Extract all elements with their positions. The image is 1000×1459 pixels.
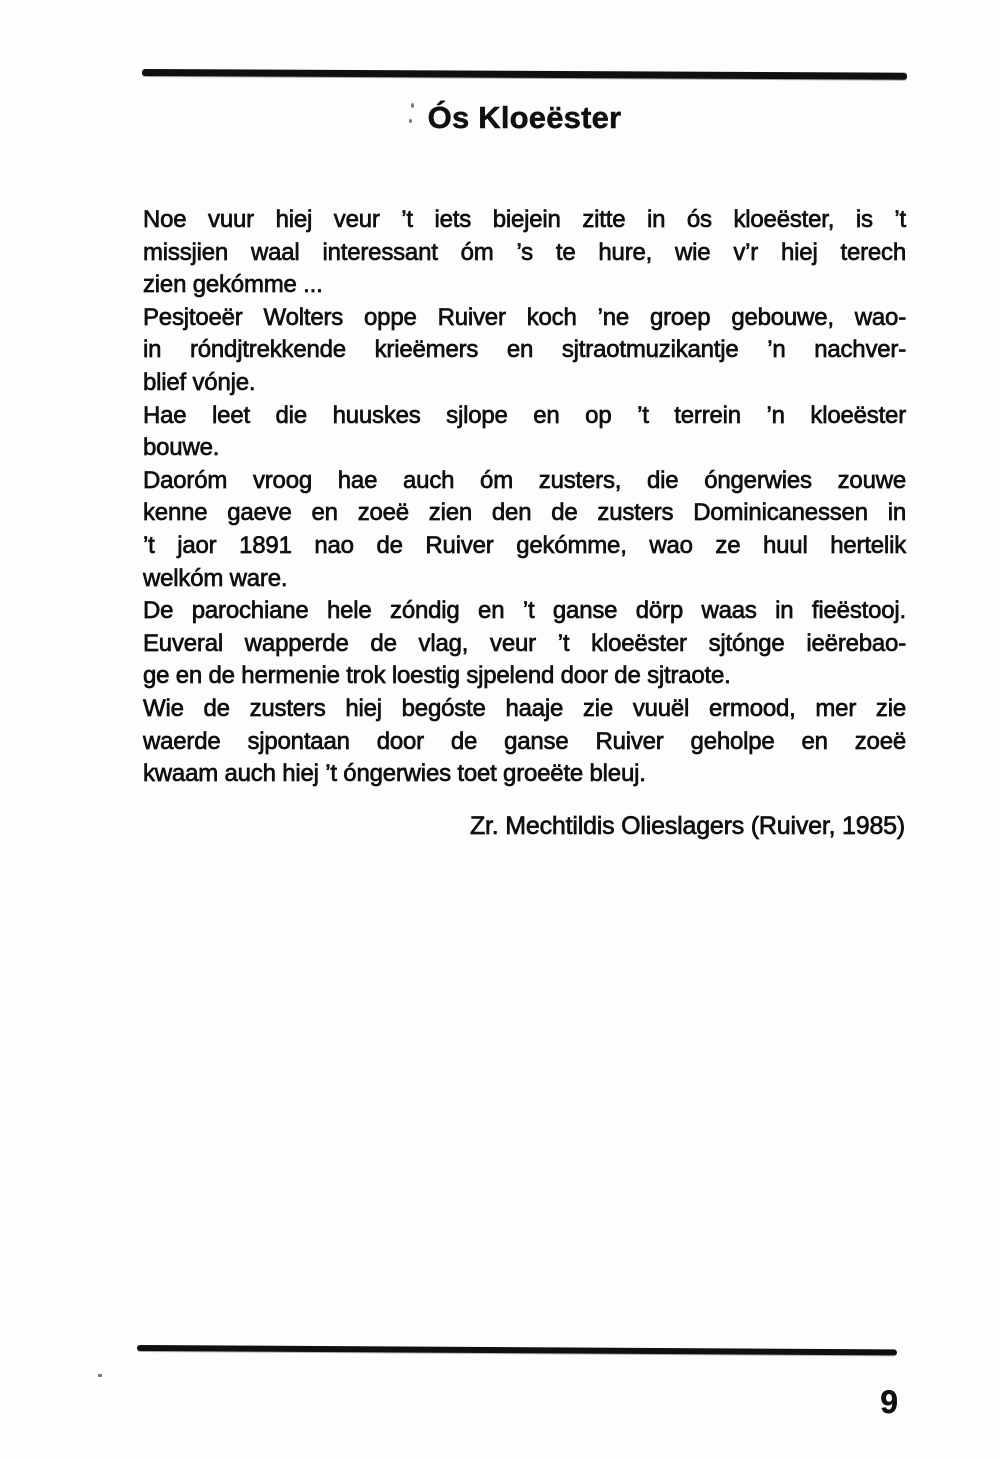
body-line: waerde sjpontaan door de ganse Ruiver geholpe en zoeë [143, 727, 906, 755]
body-line: kwaam auch hiej ’t óngerwies toet groeëte bleuj. [143, 760, 646, 788]
bottom-rule [137, 1345, 897, 1355]
body-line: kenne gaeve en zoeë zien den de zusters Dominicanessen in [143, 499, 906, 527]
body-line: in róndjtrekkende krieëmers en sjtraotmuzikantje ’n nachver- [143, 336, 906, 364]
body-line: De parochiane hele zóndig en ’t ganse dörp waas in fieëstooj. [143, 597, 906, 625]
body-text [143, 204, 906, 791]
body-line: Hae leet die huuskes sjlope en op ’t terrein ’n kloeëster [143, 401, 906, 429]
body-line: Daoróm vroog hae auch óm zusters, die óngerwies zouwe [143, 466, 906, 494]
body-line: welkóm ware. [143, 564, 288, 592]
body-line: Noe vuur hiej veur ’t iets biejein zitte in ós kloeëster, is ’t [143, 206, 906, 233]
body-line: blief vónje. [143, 368, 256, 396]
body-line: Pesjtoeër Wolters oppe Ruiver koch ’ne groep gebouwe, wao- [143, 303, 906, 331]
top-rule [142, 69, 907, 80]
body-line: ’t jaor 1891 nao de Ruiver gekómme, wao ze huul hertelik [143, 531, 906, 559]
body-line: zien gekómme ... [143, 271, 323, 299]
scan-artifact [98, 1374, 102, 1377]
page-title: Ós Kloeëster [427, 100, 622, 135]
body-line: missjien waal interessant óm ’s te hure, wie v’r hiej terech [143, 238, 906, 266]
body-line: Euveral wapperde de vlag, veur ’t kloeëster sjtónge ieërebao- [143, 629, 906, 657]
body-line: ge en de hermenie trok loestig sjpelend door de sjtraote. [143, 662, 731, 690]
attribution: Zr. Mechtildis Olieslagers (Ruiver, 1985) [469, 812, 905, 840]
page-number: 9 [880, 1384, 898, 1420]
body-line: Wie de zusters hiej begóste haaje zie vuuël ermood, mer zie [143, 694, 906, 722]
body-line: bouwe. [143, 434, 220, 462]
